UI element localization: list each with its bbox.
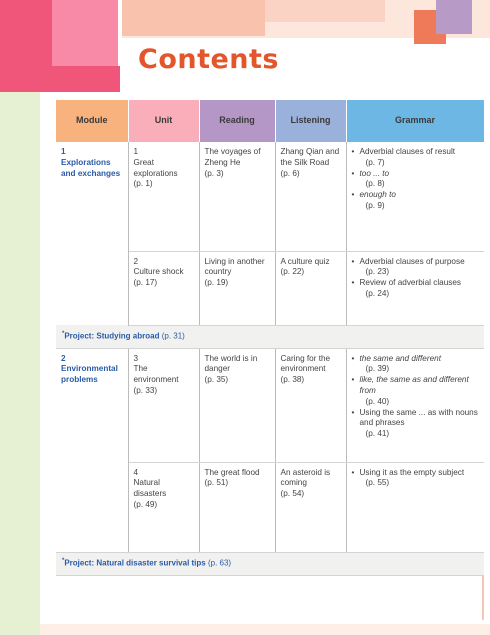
reading-page: (p. 51) <box>204 478 229 488</box>
left-margin-stripe <box>0 0 40 635</box>
column-header-unit: Unit <box>128 100 199 142</box>
decor-block-pink-light <box>52 0 122 66</box>
column-header-grammar: Grammar <box>346 100 484 142</box>
grammar-list <box>352 147 481 212</box>
grammar-page: (p. 9) <box>365 201 385 211</box>
grammar-list <box>352 257 481 300</box>
module-cell <box>56 348 128 552</box>
unit-name: Natural disasters <box>133 478 167 499</box>
footer-band <box>40 624 490 635</box>
reading-cell <box>199 251 275 325</box>
grammar-point: Adverbial clauses of result <box>359 147 456 156</box>
list-item <box>352 468 481 490</box>
grammar-point: Using it as the empty subject <box>359 467 465 477</box>
grammar-page: (p. 8) <box>365 179 385 189</box>
listening-title: An asteroid is coming <box>280 467 331 488</box>
project-mark: * <box>62 330 65 337</box>
project-mark: * <box>62 557 65 564</box>
unit-page: (p. 33) <box>133 385 158 395</box>
unit-number: 1 <box>133 147 139 156</box>
listening-title: Zhang Qian and the Silk Road <box>280 147 340 167</box>
listening-cell <box>275 251 346 325</box>
reading-title: The voyages of Zheng He <box>204 147 261 167</box>
project-page: (p. 31) <box>161 331 185 341</box>
grammar-list <box>352 468 481 490</box>
grammar-cell <box>346 348 484 462</box>
grammar-page: (p. 23) <box>365 267 390 277</box>
reading-title: The great flood <box>204 467 260 477</box>
project-row <box>56 552 484 575</box>
unit-cell <box>128 462 199 552</box>
unit-page: (p. 17) <box>133 278 158 288</box>
listening-page: (p. 54) <box>280 489 305 499</box>
listening-cell <box>275 348 346 462</box>
unit-page: (p. 1) <box>133 179 153 189</box>
unit-number: 3 <box>133 353 139 363</box>
project-page: (p. 63) <box>207 558 232 568</box>
list-item <box>352 190 481 212</box>
list-item <box>352 169 481 191</box>
listening-cell <box>275 462 346 552</box>
listening-page: (p. 22) <box>280 267 305 277</box>
grammar-point: Using the same ... as with nouns and phrases <box>359 407 478 428</box>
grammar-cell <box>346 251 484 325</box>
module-number: 2 <box>61 353 66 363</box>
listening-title: Caring for the environment <box>280 353 331 374</box>
project-label: Project: Natural disaster survival tips <box>64 558 206 568</box>
module-name: Environmental problems <box>61 364 118 385</box>
grammar-point: enough to <box>359 190 396 200</box>
module-name: Explorations and exchanges <box>61 157 121 178</box>
unit-cell <box>128 251 199 325</box>
table-row <box>56 142 484 251</box>
unit-cell <box>128 142 199 251</box>
grammar-page: (p. 7) <box>365 157 385 167</box>
list-item <box>352 375 481 407</box>
reading-page: (p. 35) <box>204 375 229 385</box>
page-title: Contents <box>138 44 280 75</box>
grammar-point: Adverbial clauses of purpose <box>359 256 465 266</box>
unit-cell <box>128 348 199 462</box>
unit-page: (p. 49) <box>133 499 158 509</box>
module-number: 1 <box>61 147 66 156</box>
list-item <box>352 354 481 376</box>
reading-cell <box>199 142 275 251</box>
reading-cell <box>199 348 275 462</box>
decor-block-violet <box>436 0 472 34</box>
grammar-point: like, the same as and different from <box>359 375 469 395</box>
listening-title: A culture quiz <box>280 256 330 266</box>
grammar-page: (p. 41) <box>365 429 390 439</box>
reading-page: (p. 19) <box>204 278 229 288</box>
list-item <box>352 257 481 279</box>
project-cell <box>56 552 484 575</box>
reading-cell <box>199 462 275 552</box>
project-row <box>56 325 484 348</box>
listening-page: (p. 38) <box>280 375 305 385</box>
table-row <box>56 348 484 462</box>
unit-name: Culture shock <box>133 267 184 277</box>
unit-name: Great explorations <box>133 157 178 178</box>
reading-page: (p. 3) <box>204 168 224 178</box>
column-header-reading: Reading <box>199 100 275 142</box>
contents-table <box>56 100 485 576</box>
reading-title: Living in another country <box>204 256 265 277</box>
column-header-listening: Listening <box>275 100 346 142</box>
listening-cell <box>275 142 346 251</box>
grammar-page: (p. 24) <box>365 288 390 298</box>
decor-block-light-salmon <box>265 0 385 22</box>
grammar-point: the same and different <box>359 353 441 363</box>
project-label: Project: Studying abroad <box>64 331 160 341</box>
reading-title: The world is in danger <box>204 353 258 374</box>
unit-number: 4 <box>133 467 139 477</box>
grammar-page: (p. 55) <box>365 478 390 488</box>
grammar-list <box>352 354 481 441</box>
list-item <box>352 278 481 300</box>
unit-name: The environment <box>133 364 179 385</box>
listening-page: (p. 6) <box>280 168 300 178</box>
table-header-row <box>56 100 484 142</box>
project-cell <box>56 325 484 348</box>
column-header-module: Module <box>56 100 128 142</box>
grammar-point: Review of adverbial clauses <box>359 278 461 288</box>
decor-block-salmon <box>115 0 265 36</box>
grammar-page: (p. 40) <box>365 396 390 406</box>
module-cell <box>56 142 128 325</box>
grammar-point: too ... to <box>359 168 390 178</box>
list-item <box>352 408 481 440</box>
list-item <box>352 147 481 169</box>
grammar-page: (p. 39) <box>365 364 390 374</box>
grammar-cell <box>346 462 484 552</box>
grammar-cell <box>346 142 484 251</box>
unit-number: 2 <box>133 256 139 266</box>
